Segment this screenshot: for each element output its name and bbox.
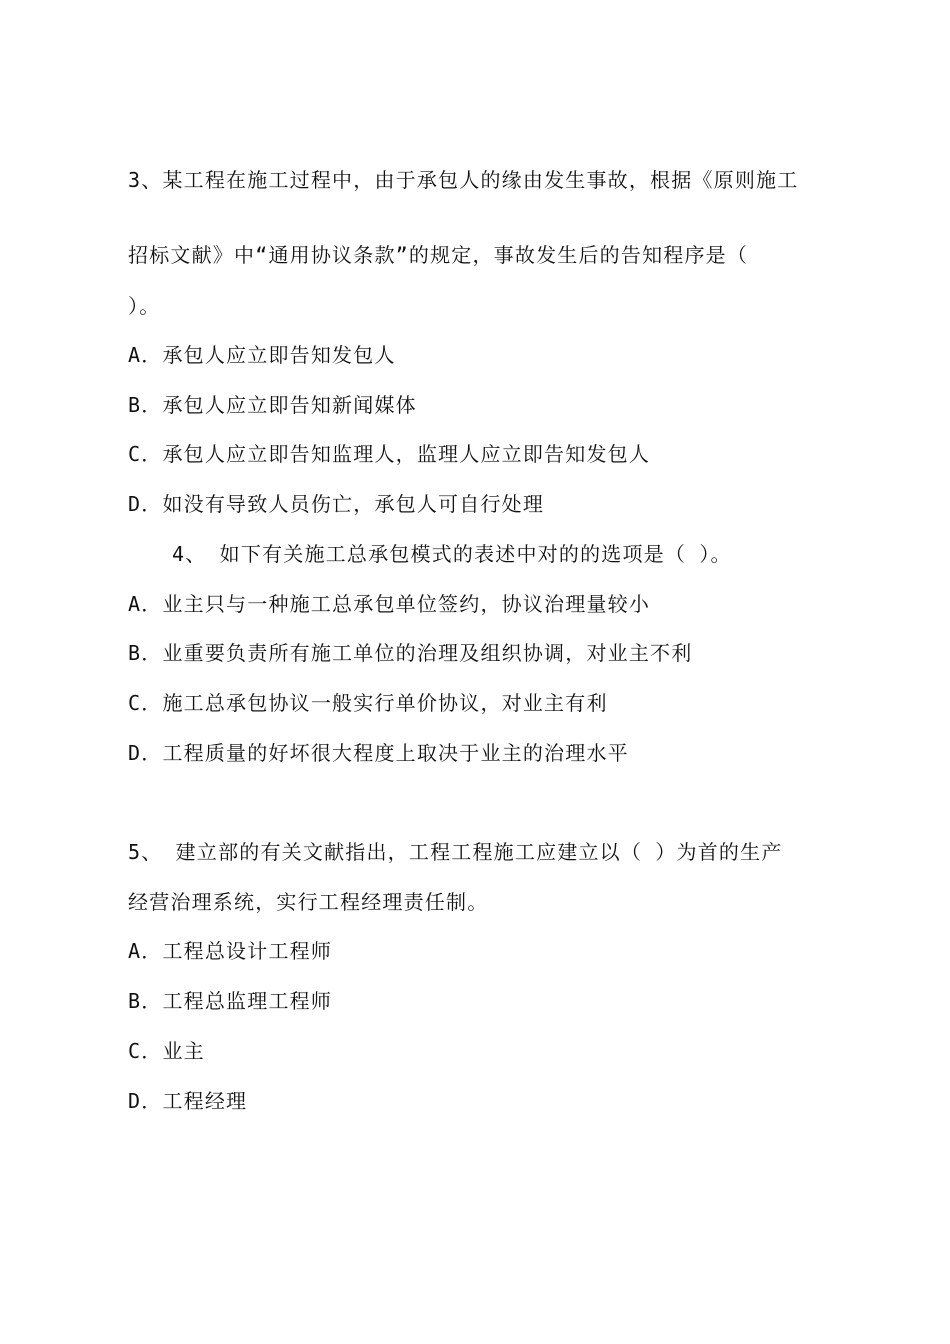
question-3-stem-line-1: 3、某工程在施工过程中，由于承包人的缘由发生事故，根据《原则施工 (128, 168, 799, 192)
question-4-option-c: C．施工总承包协议一般实行单价协议，对业主有利 (128, 691, 608, 715)
question-5-stem-line-2: 经营治理系统，实行工程经理责任制。 (128, 890, 489, 914)
question-3-stem-line-2: 招标文献》中“通用协议条款”的规定，事故发生后的告知程序是（ (128, 243, 749, 267)
question-4-option-d: D．工程质量的好坏很大程度上取决于业主的治理水平 (128, 741, 629, 765)
question-4-option-b: B．业重要负责所有施工单位的治理及组织协调，对业主不利 (128, 641, 693, 665)
question-5-stem-line-1: 5、 建立部的有关文献指出，工程工程施工应建立以（ ）为首的生产 (128, 840, 783, 864)
question-3-option-d: D．如没有导致人员伤亡，承包人可自行处理 (128, 492, 545, 516)
question-5-option-c: C．业主 (128, 1039, 205, 1063)
question-4-stem: 4、 如下有关施工总承包模式的表述中对的的选项是（ ）。 (172, 542, 732, 566)
question-3-stem-line-3: ）。 (128, 294, 161, 318)
question-5-option-a: A．工程总设计工程师 (128, 939, 333, 963)
question-5-option-b: B．工程总监理工程师 (128, 989, 333, 1013)
question-3-option-a: A．承包人应立即告知发包人 (128, 343, 396, 367)
question-3-option-b: B．承包人应立即告知新闻媒体 (128, 393, 417, 417)
question-5-option-d: D．工程经理 (128, 1089, 248, 1113)
question-4-option-a: A．业主只与一种施工总承包单位签约，协议治理量较小 (128, 592, 651, 616)
question-3-option-c: C．承包人应立即告知监理人，监理人应立即告知发包人 (128, 442, 651, 466)
